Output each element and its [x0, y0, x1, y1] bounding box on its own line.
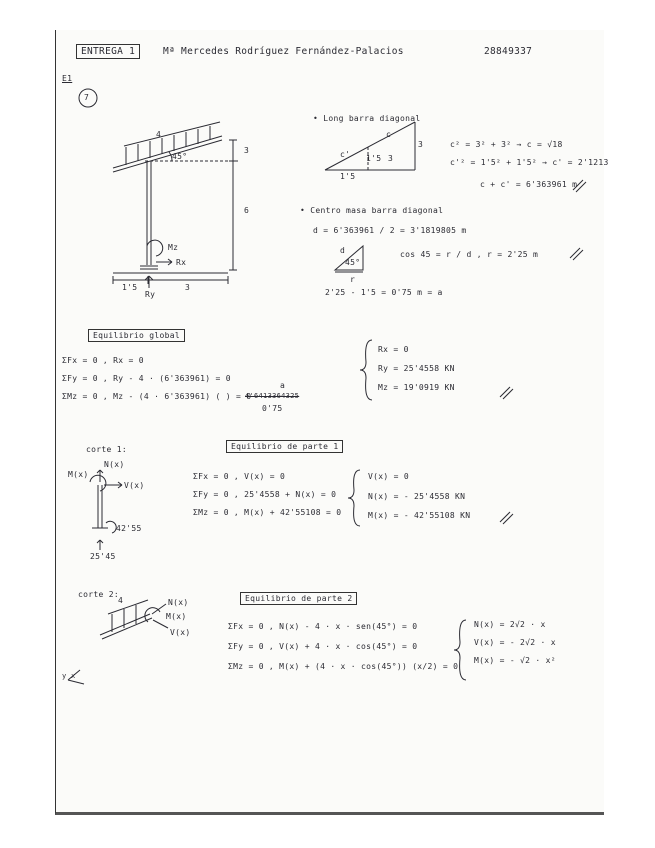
cut1-m: M(x): [68, 470, 89, 479]
cut1-eq1: ΣFx = 0 , V(x) = 0: [193, 472, 286, 481]
tri-angle: 45°: [345, 258, 361, 267]
diag-eq2: c'² = 1'5² + 1'5² → c' = 2'1213: [450, 158, 609, 167]
tri-a: 1'5: [366, 154, 382, 163]
cut1-v: V(x): [124, 481, 145, 490]
cut2-title: Equilibrio de parte 2: [240, 592, 357, 605]
cut1-eq2: ΣFy = 0 , 25'4558 + N(x) = 0: [193, 490, 337, 499]
centroid-eq3: 2'25 - 1'5 = 0'75 m = a: [325, 288, 443, 297]
cut2-bar: [100, 614, 150, 635]
global-res2: Ry = 25'4558 KN: [378, 364, 455, 373]
global-below: 0'75: [262, 404, 283, 413]
global-eq1: ΣFx = 0 , Rx = 0: [62, 356, 144, 365]
global-eq3: ΣMz = 0 , Mz - (4 · 6'363961) ( ) = 0: [62, 392, 252, 401]
cut1-moment: 42'55: [116, 524, 142, 533]
global-eq2: ΣFy = 0 , Ry - 4 · (6'363961) = 0: [62, 374, 231, 383]
cut2-label: corte 2:: [78, 590, 119, 599]
cut2-load: 4: [118, 596, 124, 605]
load-arrows: [126, 126, 210, 165]
global-res1: Rx = 0: [378, 345, 409, 354]
global-struck: 4'6413364325: [245, 392, 300, 400]
cut2-eq1: ΣFx = 0 , N(x) - 4 · x · sen(45°) = 0: [228, 622, 418, 631]
cut2-res3: M(x) = - √2 · x²: [474, 656, 556, 665]
cut1-force: 25'45: [90, 552, 116, 561]
centroid-eq2: cos 45 = r / d , r = 2'25 m: [400, 250, 539, 259]
id-number: 28849337: [484, 46, 533, 57]
centroid-eq1: d = 6'363961 / 2 = 3'1819805 m: [313, 226, 467, 235]
tri-c: c: [386, 130, 392, 139]
author-name: Mª Mercedes Rodríguez Fernández-Palacios: [163, 46, 404, 57]
mz-label: Mz: [168, 243, 179, 252]
dim-column: 6: [244, 206, 250, 215]
cut2-eq3: ΣMz = 0 , M(x) + (4 · x · cos(45°)) (x/2) = 0: [228, 662, 459, 671]
exercise-label: E1: [62, 74, 73, 83]
global-above: a: [280, 381, 286, 390]
tri-b: 3: [388, 154, 394, 163]
load-label: 4: [156, 130, 162, 139]
cut1-label: corte 1:: [86, 445, 127, 454]
delivery-box: ENTREGA 1: [76, 44, 140, 59]
dim-top: 3: [244, 146, 250, 155]
span-right: 3: [185, 283, 191, 292]
diag-eq1: c² = 3² + 3² → c = √18: [450, 140, 563, 149]
problem-number: 7: [84, 93, 90, 102]
load-line: [124, 122, 220, 146]
cut2-axes: y x: [62, 672, 76, 680]
cut1-n: N(x): [104, 460, 125, 469]
tri-r: r: [350, 275, 356, 284]
centroid-title: • Centro masa barra diagonal: [300, 206, 444, 215]
cut1-res3: M(x) = - 42'55108 KN: [368, 511, 471, 520]
diagonal-title: • Long barra diagonal: [313, 114, 421, 123]
ry-label: Ry: [145, 290, 156, 299]
global-title: Equilibrio global: [88, 329, 185, 342]
angle-label: 45°: [172, 152, 188, 161]
diag-eq3: c + c' = 6'363961 m: [480, 180, 578, 189]
cut2-res2: V(x) = - 2√2 · x: [474, 638, 556, 647]
tri-a2: 1'5: [340, 172, 356, 181]
cut1-res2: N(x) = - 25'4558 KN: [368, 492, 466, 501]
cut1-title: Equilibrio de parte 1: [226, 440, 343, 453]
tri-d: d: [340, 246, 346, 255]
tri-h: 3: [418, 140, 424, 149]
cut1-eq3: ΣMz = 0 , M(x) + 42'55108 = 0: [193, 508, 342, 517]
cut2-eq2: ΣFy = 0 , V(x) + 4 · x · cos(45°) = 0: [228, 642, 418, 651]
cut2-res1: N(x) = 2√2 · x: [474, 620, 546, 629]
cut2-n: N(x): [168, 598, 189, 607]
cut1-res1: V(x) = 0: [368, 472, 409, 481]
global-res3: Mz = 19'0919 KN: [378, 383, 455, 392]
span-left: 1'5: [122, 283, 138, 292]
cut2-v: V(x): [170, 628, 191, 637]
cut2-m: M(x): [166, 612, 187, 621]
rx-label: Rx: [176, 258, 187, 267]
tri-c2: c': [340, 150, 351, 159]
